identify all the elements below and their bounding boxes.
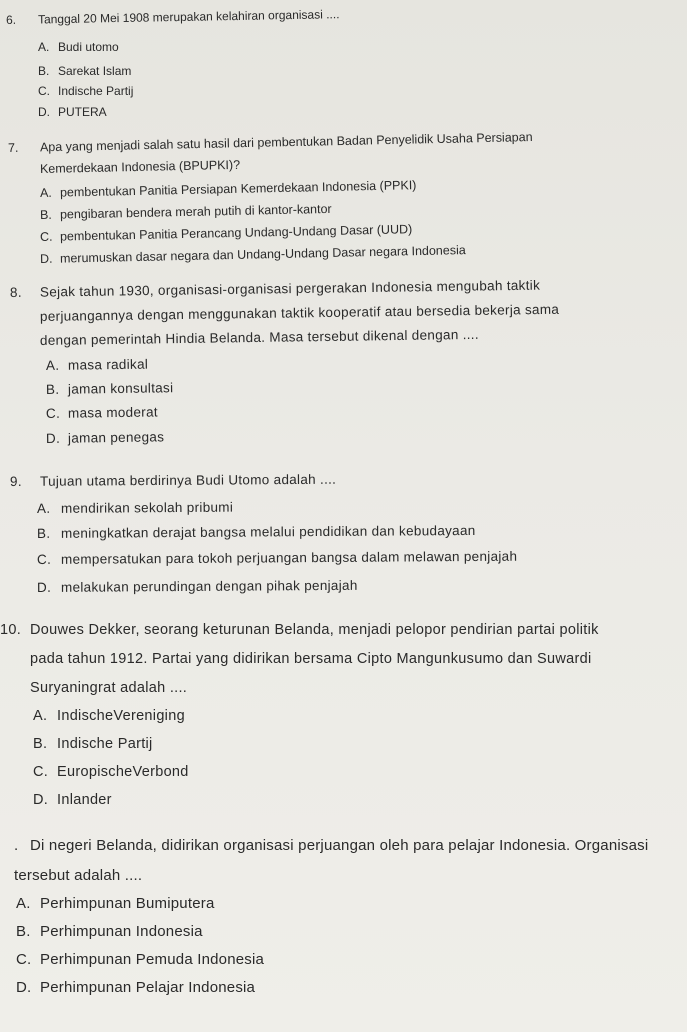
question-6-option-a[interactable]	[38, 41, 119, 53]
option-letter: A.	[39, 185, 52, 200]
question-8-stem-line-2: perjuangannya dengan menggunakan taktik kooperatif atau bersedia bekerja sama	[39, 301, 560, 324]
question-10-number: 10.	[0, 622, 22, 638]
option-text: merumuskan dasar negara dan Undang-Undang Dasar negara Indonesia	[59, 243, 466, 266]
option-text: meningkatkan derajat bangsa melalui pendidikan dan kebudayaan	[60, 522, 476, 541]
option-letter: C.	[45, 405, 61, 421]
option-letter: B.	[38, 64, 50, 78]
question-6-stem	[6, 8, 340, 26]
question-7-option-d[interactable]	[40, 244, 466, 265]
option-text: EuropischeVerbond	[57, 764, 189, 780]
option-letter: A.	[16, 895, 31, 912]
option-text: Budi utomo	[58, 40, 119, 54]
question-11-stem-line-1	[14, 838, 648, 853]
option-letter: A.	[45, 357, 60, 373]
question-8-option-b[interactable]	[46, 381, 174, 396]
option-text: Perhimpunan Pelajar Indonesia	[40, 979, 256, 996]
option-text: pengibaran bendera merah putih di kantor-kantor	[59, 201, 332, 222]
option-text: pembentukan Panitia Perancang Undang-Undang Dasar (UUD)	[59, 222, 413, 244]
option-letter: A.	[36, 500, 51, 516]
question-7-stem-line-2: Kemerdekaan Indonesia (BPUPKI)?	[39, 157, 241, 176]
question-6-number: 6.	[5, 12, 17, 27]
option-text: pembentukan Panitia Persiapan Kemerdekaan Indonesia (PPKI)	[59, 178, 417, 200]
question-7-stem-line-1	[8, 131, 533, 154]
question-11-option-b[interactable]	[16, 924, 203, 939]
question-11-number: .	[14, 837, 19, 854]
question-9-option-a[interactable]	[37, 501, 233, 516]
question-10-option-c[interactable]	[33, 765, 189, 780]
question-11-stem-line-2: tersebut adalah ....	[14, 867, 143, 884]
question-7-number: 7.	[7, 140, 19, 155]
option-letter: D.	[36, 579, 52, 595]
question-9-option-d[interactable]	[37, 579, 358, 595]
option-text: mempersatukan para tokoh perjuangan bangsa dalam melawan penjajah	[60, 548, 518, 567]
option-text: Indische Partij	[58, 84, 134, 98]
option-letter: D.	[39, 251, 53, 266]
option-letter: C.	[38, 84, 50, 98]
question-10-text-1: Douwes Dekker, seorang keturunan Belanda, menjadi pelopor pendirian partai politik	[30, 622, 599, 638]
option-text: Perhimpunan Pemuda Indonesia	[40, 951, 265, 968]
option-letter: D.	[33, 792, 49, 808]
question-6-option-c[interactable]	[38, 85, 133, 97]
question-9-option-c[interactable]	[37, 550, 517, 567]
question-7-option-a[interactable]	[40, 179, 417, 199]
question-8-option-d[interactable]	[46, 430, 164, 445]
question-10-stem-line-3: Suryaningrat adalah ....	[30, 680, 188, 696]
question-8-stem-line-3: dengan pemerintah Hindia Belanda. Masa tersebut dikenal dengan ....	[39, 326, 479, 348]
question-11-option-a[interactable]	[16, 896, 215, 911]
question-6-text: Tanggal 20 Mei 1908 merupakan kelahiran organisasi ....	[37, 7, 340, 27]
question-8-stem-line-1	[10, 279, 540, 300]
option-text: Sarekat Islam	[58, 64, 132, 78]
option-text: Perhimpunan Indonesia	[40, 923, 203, 940]
question-9-option-b[interactable]	[37, 524, 476, 541]
option-letter: C.	[36, 551, 52, 567]
option-text: Perhimpunan Bumiputera	[40, 895, 215, 912]
option-letter: C.	[39, 229, 53, 244]
question-7-option-c[interactable]	[40, 223, 412, 243]
question-10-stem-line-2: pada tahun 1912. Partai yang didirikan bersama Cipto Mangunkusumo dan Suwardi	[30, 651, 592, 667]
option-text: Inlander	[57, 792, 112, 808]
question-6-option-d[interactable]	[38, 106, 107, 118]
option-text: melakukan perundingan dengan pihak penjajah	[60, 577, 358, 595]
option-text: jaman penegas	[67, 429, 165, 446]
option-text: masa radikal	[67, 356, 149, 373]
option-text: Indische Partij	[57, 736, 153, 752]
option-text: IndischeVereniging	[57, 708, 185, 724]
option-text: masa moderat	[67, 404, 158, 421]
option-letter: D.	[16, 979, 32, 996]
question-8-number: 8.	[9, 284, 22, 300]
option-letter: B.	[36, 525, 51, 541]
question-10-option-b[interactable]	[33, 737, 153, 752]
option-letter: A.	[38, 40, 50, 54]
option-letter: B.	[33, 736, 48, 752]
option-letter: C.	[16, 951, 32, 968]
question-10-option-a[interactable]	[33, 709, 185, 724]
question-11-option-c[interactable]	[16, 952, 264, 967]
question-9-text: Tujuan utama berdirinya Budi Utomo adalah ....	[39, 471, 337, 489]
question-9-number: 9.	[9, 473, 22, 489]
option-letter: D.	[38, 105, 50, 119]
question-10-stem-line-1	[0, 623, 599, 638]
question-8-option-c[interactable]	[46, 405, 158, 420]
option-letter: D.	[45, 430, 61, 446]
option-letter: C.	[33, 764, 49, 780]
option-text: mendirikan sekolah pribumi	[60, 499, 234, 516]
question-10-option-d[interactable]	[33, 793, 112, 808]
question-7-text-1: Apa yang menjadi salah satu hasil dari pembentukan Badan Penyelidik Usaha Persiapan	[39, 130, 533, 155]
question-7-option-b[interactable]	[40, 203, 332, 222]
question-11-option-d[interactable]	[16, 980, 255, 995]
option-letter: A.	[33, 708, 48, 724]
option-letter: B.	[39, 207, 52, 222]
question-8-option-a[interactable]	[46, 358, 148, 373]
question-9-stem	[10, 473, 336, 489]
option-text: PUTERA	[58, 105, 107, 119]
question-6-option-b[interactable]	[38, 65, 131, 77]
question-8-text-1: Sejak tahun 1930, organisasi-organisasi pergerakan Indonesia mengubah taktik	[39, 277, 541, 300]
option-text: jaman konsultasi	[67, 380, 174, 397]
option-letter: B.	[45, 381, 60, 397]
option-letter: B.	[16, 923, 31, 940]
question-11-text-1: Di negeri Belanda, didirikan organisasi perjuangan oleh para pelajar Indonesia. Organisasi	[30, 837, 649, 854]
